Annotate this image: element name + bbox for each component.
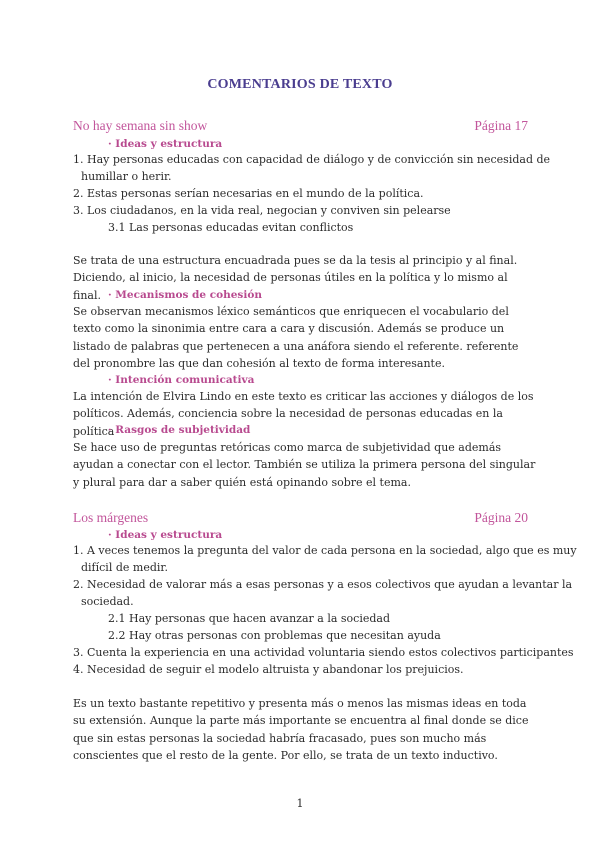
subheading-intencion: · Intención comunicativa (108, 374, 255, 386)
list-item-continuation: difícil de medir. (81, 561, 168, 574)
section-title: No hay semana sin show (73, 118, 208, 133)
list-item: 1. Hay personas educadas con capacidad de diálogo y de convicción sin necesidad de (73, 153, 551, 166)
paragraph: La intención de Elvira Lindo en este texto es criticar las acciones y diálogos de los políticos. Además, conciencia sobre la necesidad de personas educadas en la política (73, 390, 534, 438)
list-subitem: 2.2 Hay otras personas con problemas que necesitan ayuda (108, 629, 441, 642)
subheading-mecanismos: · Mecanismos de cohesión (108, 289, 262, 301)
section-title: Los márgenes (73, 510, 149, 525)
list-item: 4. Necesidad de seguir el modelo altruista y abandonar los prejuicios. (73, 663, 464, 676)
list-item: 1. A veces tenemos la pregunta del valor de cada persona en la sociedad, algo que es muy (73, 544, 577, 557)
section-page-ref: Página 20 (474, 510, 528, 525)
paragraph: Se observan mecanismos léxico semánticos que enriquecen el vocabulario del texto como la sinonimia entre cara a cara y discusión. Además se produce un listado de palabras que pertenecen a una anáfora siendo el referente. referente del pronombre las que dan cohesión al texto de forma interesante. (73, 305, 519, 370)
list-subitem: 2.1 Hay personas que hacen avanzar a la sociedad (108, 612, 390, 625)
subheading-rasgos: · Rasgos de subjetividad (108, 424, 251, 436)
paragraph: Se trata de una estructura encuadrada pues se da la tesis al principio y al final. Diciendo, al inicio, la necesidad de personas útiles en la política y lo mismo al final. (73, 254, 518, 302)
subheading-ideas: · Ideas y estructura (108, 529, 223, 541)
list-item: 2. Estas personas serían necesarias en el mundo de la política. (73, 187, 424, 200)
list-item-continuation: sociedad. (81, 595, 134, 608)
list-item: 3. Cuenta la experiencia en una actividad voluntaria siendo estos colectivos participantes (73, 646, 574, 659)
paragraph: Se hace uso de preguntas retóricas como marca de subjetividad que además ayudan a conectar con el lector. También se utiliza la primera persona del singular y plural para dar a saber quién está opinando sobre el tema. (73, 441, 536, 489)
page-title: COMENTARIOS DE TEXTO (207, 77, 393, 92)
list-item-continuation: humillar o herir. (81, 170, 172, 183)
subheading-ideas: · Ideas y estructura (108, 138, 223, 150)
list-subitem: 3.1 Las personas educadas evitan conflictos (108, 221, 354, 234)
list-item: 3. Los ciudadanos, en la vida real, negocian y conviven sin pelearse (73, 204, 451, 217)
page-number: 1 (296, 797, 304, 810)
section-header-los-margenes (73, 510, 528, 526)
list-item: 2. Necesidad de valorar más a esas personas y a esos colectivos que ayudan a levantar la (73, 578, 573, 591)
paragraph: Es un texto bastante repetitivo y presenta más o menos las mismas ideas en toda su extensión. Aunque la parte más importante se encuentra al final donde se dice que sin estas personas la sociedad habría fracasado, pues son mucho más conscientes que el resto de la gente. Por ello, se trata de un texto inductivo. (73, 697, 529, 762)
section-header-no-hay-semana (73, 118, 528, 134)
section-page-ref: Página 17 (474, 118, 528, 133)
